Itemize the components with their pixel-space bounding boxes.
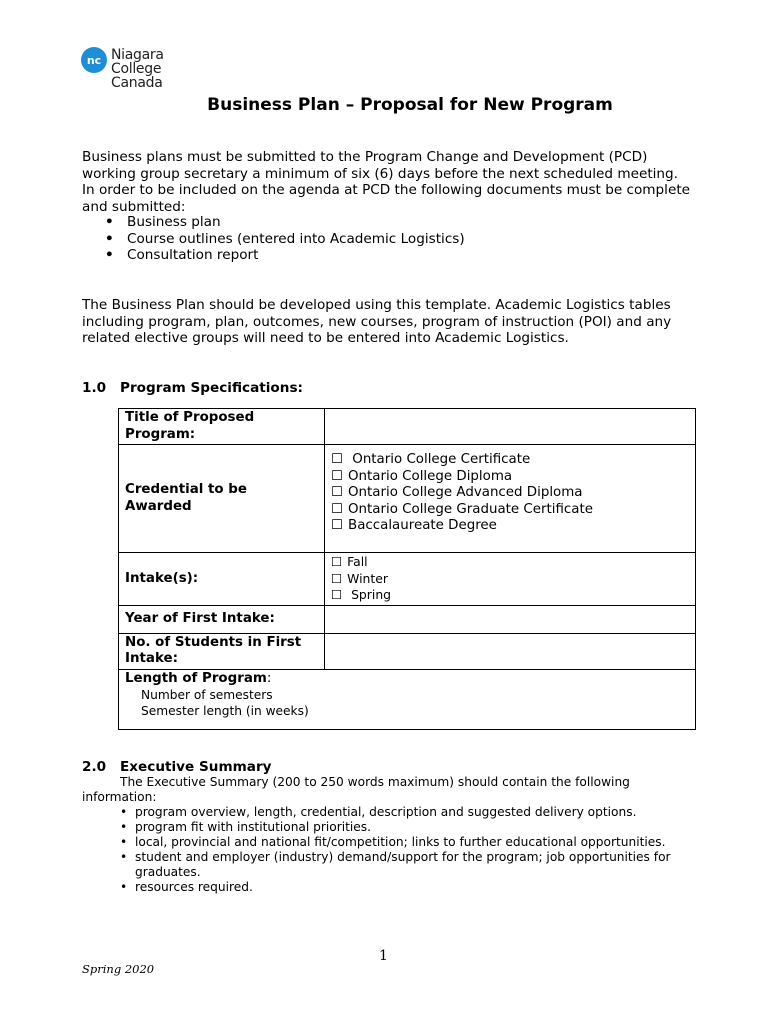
checkbox-icon[interactable]: ☐	[331, 452, 344, 467]
table-row	[119, 633, 696, 669]
intake-option[interactable]	[331, 554, 689, 571]
students-label: No. of Students in First Intake:	[119, 633, 325, 669]
credential-option[interactable]	[331, 518, 689, 535]
semester-length-label: Semester length (in weeks)	[141, 704, 309, 718]
first-intake-field[interactable]	[325, 605, 696, 633]
checkbox-icon[interactable]: ☐	[331, 570, 343, 586]
table-row	[119, 445, 696, 553]
option-label: Ontario College Diploma	[348, 468, 513, 484]
option-label: Spring	[351, 587, 392, 602]
first-intake-label: Year of First Intake:	[119, 605, 325, 633]
nc-logo-icon: nc	[81, 47, 107, 73]
logo-wordmark	[111, 48, 164, 90]
intake-checkbox-list	[331, 554, 689, 604]
logo-line: College	[111, 61, 162, 77]
list-item: • Consultation report	[105, 247, 465, 264]
exec-intro-rest: information:	[82, 790, 157, 804]
option-label: Ontario College Graduate Certificate	[348, 501, 593, 517]
list-item: • program fit with institutional priorities.	[120, 820, 694, 835]
credential-option[interactable]	[331, 469, 689, 486]
option-label: Baccalaureate Degree	[348, 518, 497, 533]
option-label: Fall	[347, 554, 368, 569]
length-of-program-cell[interactable]	[119, 669, 696, 729]
section-heading-program-specifications	[82, 380, 303, 396]
section-number: 2.0	[82, 759, 107, 775]
credential-option[interactable]	[331, 485, 689, 502]
checkbox-icon[interactable]: ☐	[331, 485, 344, 500]
checkbox-icon[interactable]: ☐	[331, 501, 344, 517]
niagara-college-logo	[81, 44, 181, 96]
checkbox-icon[interactable]: ☐	[331, 468, 344, 484]
logo-line: Canada	[111, 75, 163, 91]
option-label: Winter	[347, 570, 388, 586]
table-row	[119, 605, 696, 633]
checkbox-icon[interactable]: ☐	[331, 518, 344, 533]
intake-option[interactable]	[331, 587, 689, 604]
credential-options	[325, 445, 696, 553]
credential-option[interactable]	[331, 502, 689, 519]
exec-items-list	[82, 805, 694, 895]
list-item: • resources required.	[120, 880, 694, 895]
template-note-paragraph: The Business Plan should be developed using this template. Academic Logistics tables including program, plan, outcomes, new courses, program of instruction (POI) and any related elective groups will need to be entered into Academic Logistics.	[82, 297, 672, 346]
logo-line: Niagara	[111, 47, 164, 63]
semesters-count-label: Number of semesters	[141, 688, 273, 702]
credential-label: Credential to be Awarded	[119, 445, 325, 553]
table-row	[119, 669, 696, 729]
length-colon: :	[266, 670, 272, 686]
intake-options	[325, 553, 696, 606]
document-title: Business Plan – Proposal for New Program	[207, 95, 613, 115]
section-number: 1.0	[82, 380, 107, 396]
title-field[interactable]	[325, 409, 696, 445]
exec-intro: The Executive Summary (200 to 250 words maximum) should contain the following	[120, 775, 630, 789]
page-number: 1	[379, 948, 388, 964]
credential-checkbox-list	[331, 452, 689, 535]
checkbox-icon[interactable]: ☐	[331, 554, 343, 569]
length-label: Length of Program	[125, 670, 267, 686]
table-row	[119, 553, 696, 606]
intake-option[interactable]	[331, 571, 689, 588]
list-item: • Course outlines (entered into Academic Logistics)	[105, 231, 465, 248]
section-title: Program Specifications:	[120, 380, 303, 396]
list-item: • Business plan	[105, 214, 465, 231]
program-specifications-table	[118, 408, 696, 730]
credential-option[interactable]	[331, 452, 689, 469]
students-field[interactable]	[325, 633, 696, 669]
section-heading-executive-summary	[82, 759, 272, 775]
footer-date: Spring 2020	[82, 962, 155, 976]
table-row	[119, 409, 696, 445]
option-label: Ontario College Certificate	[352, 452, 531, 467]
executive-summary-body	[82, 775, 694, 895]
list-item: • local, provincial and national fit/competition; links to further educational opportunities.	[120, 835, 694, 850]
list-item: • student and employer (industry) demand/support for the program; job opportunities for graduates.	[120, 850, 694, 880]
list-item: • program overview, length, credential, description and suggested delivery options.	[120, 805, 694, 820]
title-label: Title of Proposed Program:	[119, 409, 325, 445]
option-label: Ontario College Advanced Diploma	[348, 485, 583, 500]
section-title: Executive Summary	[120, 759, 272, 775]
checkbox-icon[interactable]: ☐	[331, 587, 343, 602]
intake-label: Intake(s):	[119, 553, 325, 606]
required-documents-list	[105, 214, 465, 264]
intro-paragraph: Business plans must be submitted to the Program Change and Development (PCD) working group secretary a minimum of six (6) days before the next scheduled meeting. In order to be included on the agenda at PCD the following documents must be complete and submitted:	[82, 149, 691, 215]
